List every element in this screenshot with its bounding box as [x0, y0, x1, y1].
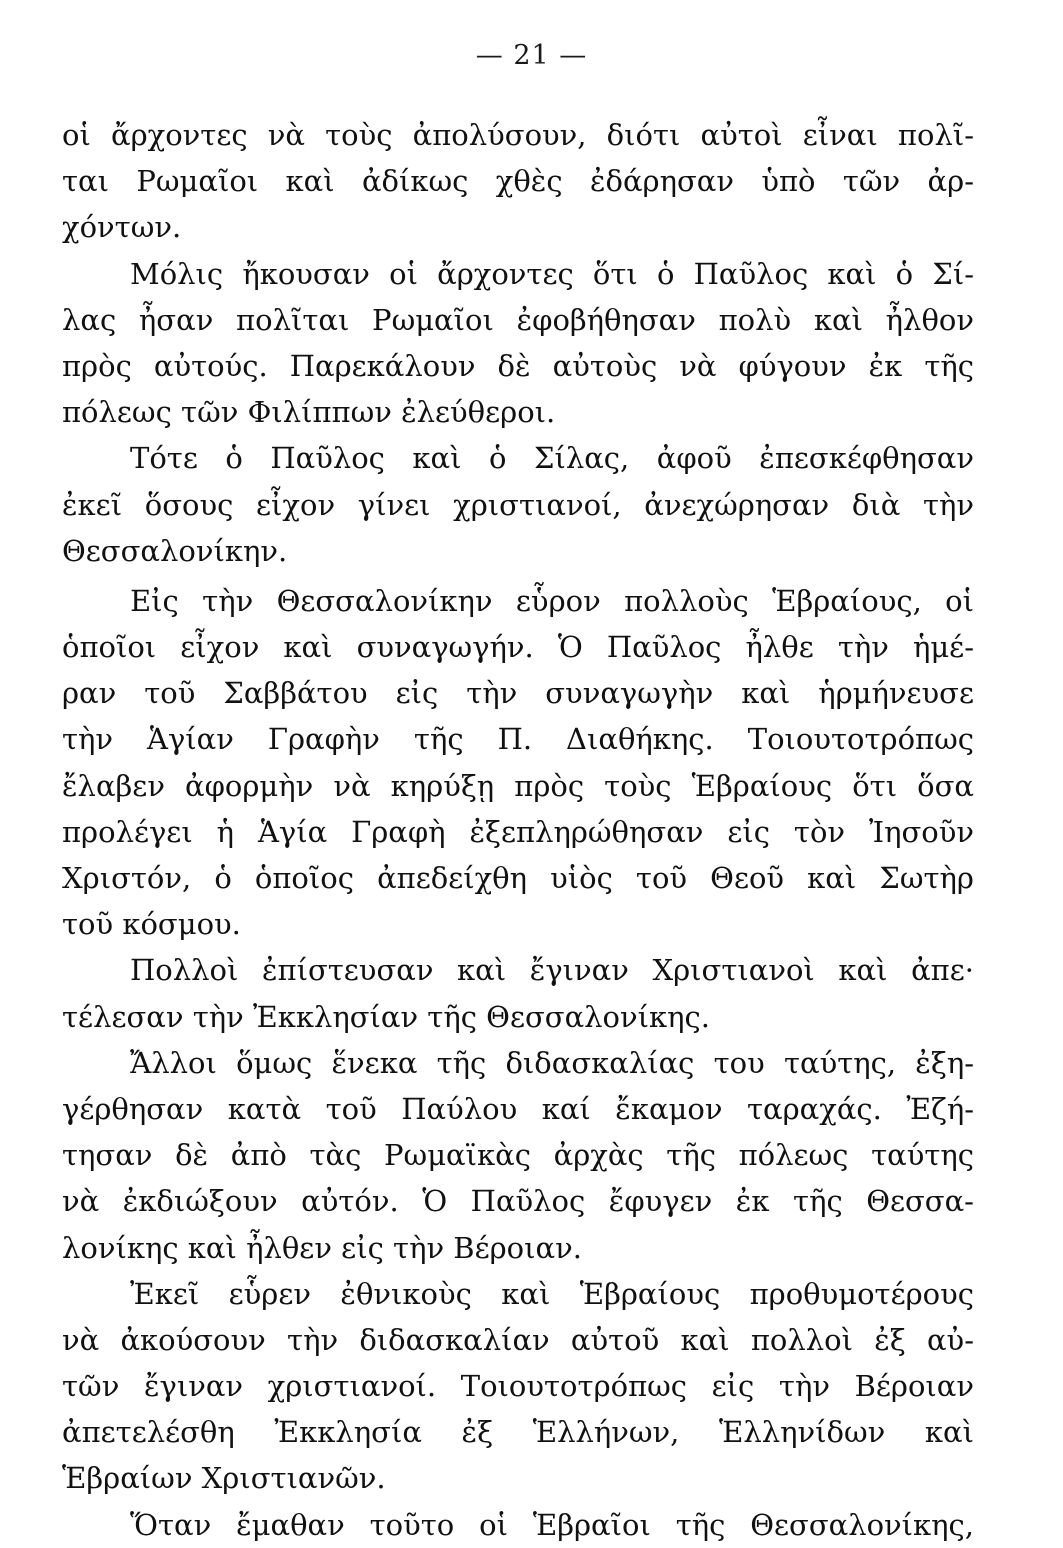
text-line: τησαν δὲ ἀπὸ τὰς Ρωμαϊκὰς ἀρχὰς τῆς πόλεως ταύτης	[62, 1138, 974, 1173]
paragraph-start-line: Ὅταν ἔμαθαν τοῦτο οἱ Ἑβραῖοι τῆς Θεσσαλονίκης,	[130, 1507, 974, 1542]
text-line: γέρθησαν κατὰ τοῦ Παύλου καί ἔκαμον ταραχάς. Ἐζή-	[62, 1091, 974, 1126]
text-line: πρὸς αὐτούς. Παρεκάλουν δὲ αὐτοὺς νὰ φύγουν ἐκ τῆς	[62, 348, 974, 383]
paragraph-start-line: Τότε ὁ Παῦλος καὶ ὁ Σίλας, ἀφοῦ ἐπεσκέφθησαν	[130, 441, 974, 476]
text-line: πόλεως τῶν Φιλίππων ἐλεύθεροι.	[62, 395, 556, 430]
page-number: — 21 —	[475, 40, 588, 71]
text-line: νὰ ἐκδιώξουν αὐτόν. Ὁ Παῦλος ἔφυγεν ἐκ τῆς Θεσσα-	[62, 1184, 974, 1219]
text-line: νὰ ἀκούσουν τὴν διδασκαλίαν αὐτοῦ καὶ πολλοὶ ἐξ αὐ-	[62, 1322, 974, 1357]
text-line: τῶν ἔγιναν χριστιανοί. Τοιουτοτρόπως εἰς τὴν Βέροιαν	[62, 1369, 974, 1404]
paragraph-start-line: Ἐκεῖ εὗρεν ἐθνικοὺς καὶ Ἑβραίους προθυμοτέρους	[130, 1276, 974, 1311]
text-line: ἔλαβεν ἀφορμὴν νὰ κηρύξῃ πρὸς τοὺς Ἑβραίους ὅτι ὅσα	[62, 768, 974, 803]
text-line: οἱ ἄρχοντες νὰ τοὺς ἀπολύσουν, διότι αὐτοὶ εἶναι πολῖ-	[62, 118, 974, 152]
text-line: χόντων.	[62, 210, 182, 245]
text-line: τὴν Ἁγίαν Γραφὴν τῆς Π. Διαθήκης. Τοιουτοτρόπως	[62, 722, 974, 757]
body-text	[62, 112, 974, 1548]
paragraph-start-line: Εἰς τὴν Θεσσαλονίκην εὗρον πολλοὺς Ἑβραίους, οἱ	[130, 583, 974, 618]
text-line: ἀπετελέσθη Ἐκκλησία ἐξ Ἑλλήνων, Ἑλληνίδων καὶ	[62, 1415, 974, 1450]
text-line: ραν τοῦ Σαββάτου εἰς τὴν συναγωγὴν καὶ ἡρμήνευσε	[62, 676, 974, 711]
text-line: ται Ρωμαῖοι καὶ ἀδίκως χθὲς ἐδάρησαν ὑπὸ τῶν ἀρ-	[62, 164, 974, 199]
text-line: τοῦ κόσμου.	[62, 907, 241, 942]
text-line: ὁποῖοι εἶχον καὶ συναγωγήν. Ὁ Παῦλος ἦλθε τὴν ἡμέ-	[62, 630, 974, 665]
text-line: Χριστόν, ὁ ὁποῖος ἀπεδείχθη υἱὸς τοῦ Θεοῦ καὶ Σωτὴρ	[62, 861, 974, 895]
text-line: λονίκης καὶ ἦλθεν εἰς τὴν Βέροιαν.	[62, 1230, 582, 1265]
paragraph-start-line: Μόλις ἤκουσαν οἱ ἄρχοντες ὅτι ὁ Παῦλος καὶ ὁ Σί-	[130, 256, 974, 291]
text-line: λας ἦσαν πολῖται Ρωμαῖοι ἐφοβήθησαν πολὺ καὶ ἦλθον	[62, 302, 974, 337]
text-line: Θεσσαλονίκην.	[62, 533, 288, 568]
text-line: ἐκεῖ ὅσους εἶχον γίνει χριστιανοί, ἀνεχώρησαν διὰ τὴν	[62, 487, 974, 522]
text-line: Ἑβραίων Χριστιανῶν.	[62, 1461, 386, 1496]
text-line: προλέγει ἡ Ἁγία Γραφὴ ἐξεπληρώθησαν εἰς τὸν Ἰησοῦν	[62, 814, 974, 849]
paragraph-start-line: Ἄλλοι ὅμως ἕνεκα τῆς διδασκαλίας του ταύτης, ἐξη-	[130, 1045, 974, 1080]
text-line: τέλεσαν τὴν Ἐκκλησίαν τῆς Θεσσαλονίκης.	[62, 999, 710, 1034]
paragraph-start-line: Πολλοὶ ἐπίστευσαν καὶ ἔγιναν Χριστιανοὶ καὶ ἀπε·	[130, 953, 974, 988]
